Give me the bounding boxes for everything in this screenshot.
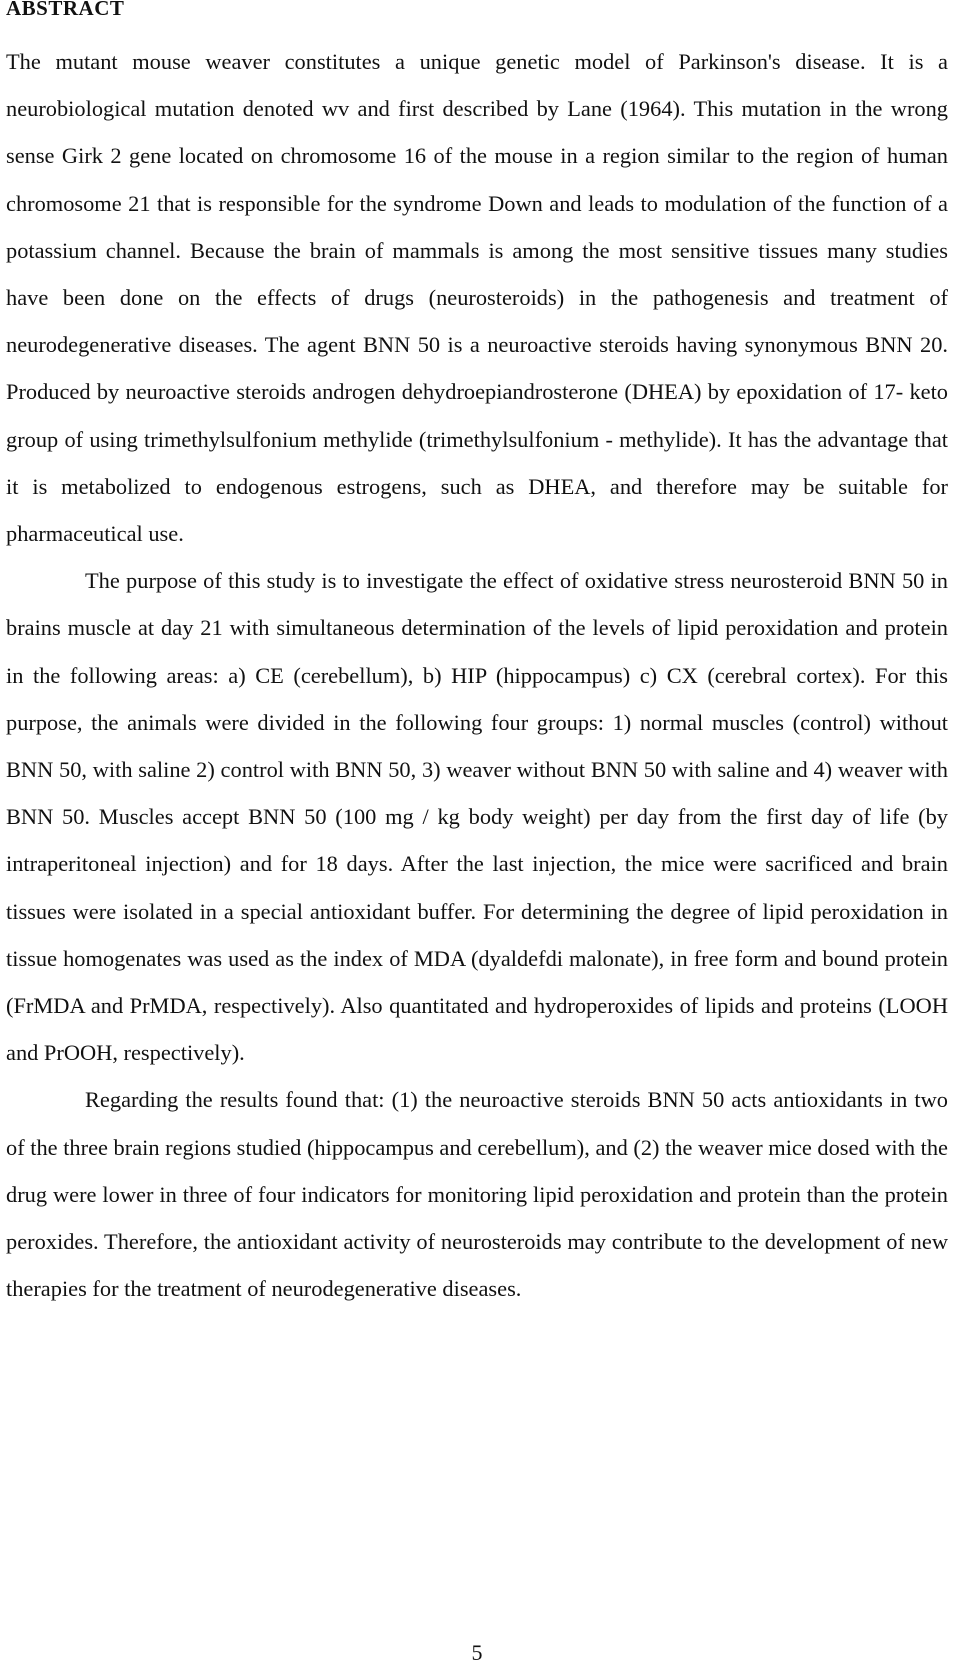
section-heading: ABSTRACT: [6, 0, 125, 20]
page-number: 5: [471, 1640, 483, 1665]
abstract-paragraph-1: The mutant mouse weaver constitutes a unique genetic model of Parkinson's disease. It is a neurobiological mutation denoted wv and first described by Lane (1964). This mutation in the wrong sense Girk 2 gene located on chromosome 16 of the mouse in a region similar to the region of human chromosome 21 that is responsible for the syndrome Down and leads to modulation of the function of a potassium channel. Because the brain of mammals is among the most sensitive tissues many studies have been done on the effects of drugs (neurosteroids) in the pathogenesis and treatment of neurodegenerative diseases. The agent BNN 50 is a neuroactive steroids having synonymous BNN 20. Produced by neuroactive steroids androgen dehydroepiandrosterone (DHEA) by epoxidation of 17- keto group of using trimethylsulfonium methylide (trimethylsulfonium - methylide). It has the advantage that it is metabolized to endogenous estrogens, such as DHEA, and therefore may be suitable for pharmaceutical use.: [6, 49, 948, 547]
abstract-paragraph-3: Regarding the results found that: (1) the neuroactive steroids BNN 50 acts antioxidants in two of the three brain regions studied (hippocampus and cerebellum), and (2) the weaver mice dosed with the drug were lower in three of four indicators for monitoring lipid peroxidation and protein than the protein peroxides. Therefore, the antioxidant activity of neurosteroids may contribute to the development of new therapies for the treatment of neurodegenerative diseases.: [6, 1087, 948, 1302]
abstract-body: [6, 38, 948, 1312]
abstract-paragraph-2: The purpose of this study is to investigate the effect of oxidative stress neurosteroid BNN 50 in brains muscle at day 21 with simultaneous determination of the levels of lipid peroxidation and protein in the following areas: a) CE (cerebellum), b) HIP (hippocampus) c) CX (cerebral cortex). For this purpose, the animals were divided in the following four groups: 1) normal muscles (control) without BNN 50, with saline 2) control with BNN 50, 3) weaver without BNN 50 with saline and 4) weaver with BNN 50. Muscles accept BNN 50 (100 mg / kg body weight) per day from the first day of life (by intraperitoneal injection) and for 18 days. After the last injection, the mice were sacrificed and brain tissues were isolated in a special antioxidant buffer. For determining the degree of lipid peroxidation in tissue homogenates was used as the index of MDA (dyaldefdi malonate), in free form and bound protein (FrMDA and PrMDA, respectively). Also quantitated and hydroperoxides of lipids and proteins (LOOH and PrOOH, respectively).: [6, 568, 948, 1066]
document-page: [6, 0, 948, 1673]
